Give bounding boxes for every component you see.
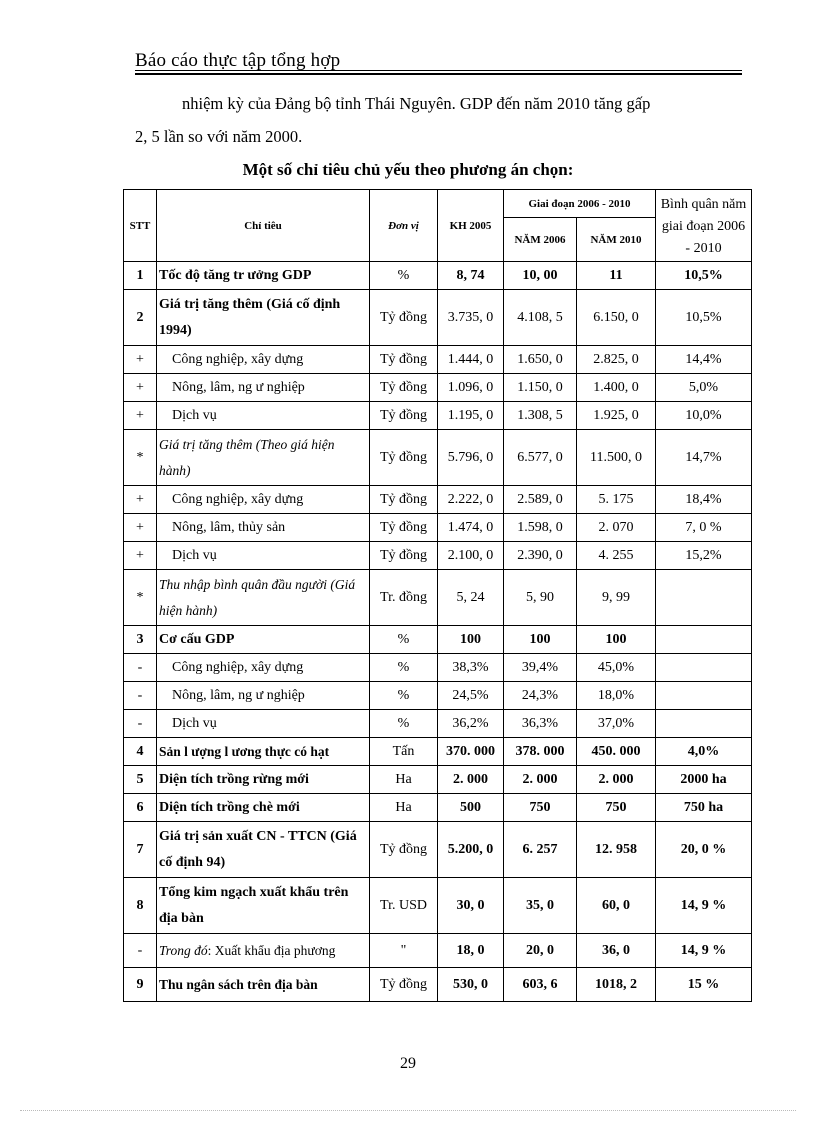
cell-avg [656,654,752,682]
cell-avg: 2000 ha [656,766,752,794]
cell-kh2005: 5.796, 0 [438,430,504,486]
cell-kh2005: 1.195, 0 [438,402,504,430]
table-title: Một số chỉ tiêu chủ yếu theo phương án chọn: [242,160,574,179]
cell-unit: Tr. USD [370,878,438,934]
cell-avg [656,682,752,710]
cell-2006: 1.598, 0 [504,514,577,542]
cell-2010: 11 [577,262,656,290]
cell-2006: 20, 0 [504,934,577,968]
cell-avg [656,626,752,654]
cell-kh2005: 38,3% [438,654,504,682]
cell-2006: 750 [504,794,577,822]
cell-avg: 10,0% [656,402,752,430]
cell-avg: 14,7% [656,430,752,486]
cell-stt: 4 [124,738,157,766]
cell-2006: 1.650, 0 [504,346,577,374]
page-header-title: Báo cáo thực tập tổng hợp [135,50,341,71]
cell-stt: 3 [124,626,157,654]
cell-indicator: Tổng kim ngạch xuất khẩu trên địa bàn [157,878,370,934]
cell-indicator: Diện tích trồng rừng mới [157,766,370,794]
cell-indicator: Công nghiệp, xây dựng [157,486,370,514]
cell-2010: 2. 070 [577,514,656,542]
cell-avg: 14,4% [656,346,752,374]
cell-indicator: Giá trị tăng thêm (Giá cố định 1994) [157,290,370,346]
cell-indicator: Nông, lâm, thủy sản [157,514,370,542]
cell-avg: 750 ha [656,794,752,822]
cell-kh2005: 100 [438,626,504,654]
cell-2010: 100 [577,626,656,654]
cell-stt: + [124,486,157,514]
cell-kh2005: 2.100, 0 [438,542,504,570]
cell-indicator: Nông, lâm, ng ư nghiệp [157,374,370,402]
cell-kh2005: 36,2% [438,710,504,738]
cell-kh2005: 530, 0 [438,968,504,1002]
cell-2010: 37,0% [577,710,656,738]
header-indicator: Chỉ tiêu [157,190,370,262]
cell-kh2005: 2.222, 0 [438,486,504,514]
cell-unit: Tỷ đồng [370,968,438,1002]
cell-stt: 2 [124,290,157,346]
cell-2010: 45,0% [577,654,656,682]
cell-kh2005: 24,5% [438,682,504,710]
cell-stt: - [124,654,157,682]
cell-2010: 2.825, 0 [577,346,656,374]
cell-kh2005: 18, 0 [438,934,504,968]
cell-2010: 6.150, 0 [577,290,656,346]
cell-indicator: Giá trị tăng thêm (Theo giá hiện hành) [157,430,370,486]
cell-stt: - [124,934,157,968]
indicators-table [123,189,752,1002]
cell-2010: 60, 0 [577,878,656,934]
cell-2006: 1.308, 5 [504,402,577,430]
cell-kh2005: 3.735, 0 [438,290,504,346]
cell-stt: 5 [124,766,157,794]
cell-2006: 4.108, 5 [504,290,577,346]
cell-avg: 15,2% [656,542,752,570]
cell-unit: Tỷ đồng [370,514,438,542]
cell-unit: Ha [370,794,438,822]
cell-stt: + [124,514,157,542]
cell-2006: 6.577, 0 [504,430,577,486]
cell-stt: + [124,542,157,570]
cell-2010: 450. 000 [577,738,656,766]
cell-indicator: Cơ cấu GDP [157,626,370,654]
cell-2010: 1.400, 0 [577,374,656,402]
header-avg: Bình quân năm giai đoạn 2006 - 2010 [656,190,752,262]
cell-avg: 4,0% [656,738,752,766]
cell-2006: 2. 000 [504,766,577,794]
cell-indicator-text: : Xuất khẩu địa phương [207,942,336,958]
cell-2006: 1.150, 0 [504,374,577,402]
cell-indicator: Tốc độ tăng tr ưởng GDP [157,262,370,290]
cell-stt: * [124,570,157,626]
cell-indicator: Nông, lâm, ng ư nghiệp [157,682,370,710]
cell-kh2005: 8, 74 [438,262,504,290]
cell-unit: % [370,262,438,290]
cell-indicator: Công nghiệp, xây dựng [157,346,370,374]
cell-2010: 1.925, 0 [577,402,656,430]
cell-unit: Tỷ đồng [370,374,438,402]
cell-unit: % [370,710,438,738]
cell-unit: Tỷ đồng [370,290,438,346]
cell-kh2005: 1.096, 0 [438,374,504,402]
cell-unit: Tỷ đồng [370,542,438,570]
cell-kh2005: 5.200, 0 [438,822,504,878]
cell-2006: 39,4% [504,654,577,682]
cell-2006: 100 [504,626,577,654]
cell-kh2005: 1.444, 0 [438,346,504,374]
cell-2006: 35, 0 [504,878,577,934]
cell-indicator: Giá trị sản xuất CN - TTCN (Giá cố định 94) [157,822,370,878]
header-rule-thick [135,73,742,75]
header-rule-thin [135,70,742,71]
cell-unit: Tỷ đồng [370,486,438,514]
cell-unit: Ha [370,766,438,794]
cell-kh2005: 370. 000 [438,738,504,766]
cell-unit: " [370,934,438,968]
cell-2010: 11.500, 0 [577,430,656,486]
cell-2010: 5. 175 [577,486,656,514]
cell-2006: 378. 000 [504,738,577,766]
cell-avg: 7, 0 % [656,514,752,542]
cell-indicator: Dịch vụ [157,710,370,738]
cell-avg [656,710,752,738]
cell-2006: 5, 90 [504,570,577,626]
cell-unit: % [370,626,438,654]
cell-2006: 2.589, 0 [504,486,577,514]
cell-2010: 18,0% [577,682,656,710]
cell-2006: 2.390, 0 [504,542,577,570]
page-footer-divider [20,1110,796,1111]
intro-line-1: nhiệm kỳ của Đảng bộ tỉnh Thái Nguyên. GDP đến năm 2010 tăng gấp [182,94,651,113]
page-number: 29 [400,1055,416,1072]
cell-kh2005: 5, 24 [438,570,504,626]
cell-kh2005: 2. 000 [438,766,504,794]
header-2010: NĂM 2010 [577,218,656,262]
cell-2006: 603, 6 [504,968,577,1002]
header-stt: STT [124,190,157,262]
cell-avg: 18,4% [656,486,752,514]
cell-indicator: Dịch vụ [157,402,370,430]
header-2006: NĂM 2006 [504,218,577,262]
intro-line-2: 2, 5 lần so với năm 2000. [135,127,303,146]
cell-avg: 5,0% [656,374,752,402]
cell-unit: % [370,682,438,710]
cell-avg: 10,5% [656,290,752,346]
cell-indicator: Diện tích trồng chè mới [157,794,370,822]
cell-unit: % [370,654,438,682]
cell-kh2005: 1.474, 0 [438,514,504,542]
cell-2010: 2. 000 [577,766,656,794]
cell-2010: 12. 958 [577,822,656,878]
cell-kh2005: 30, 0 [438,878,504,934]
header-period: Giai đoạn 2006 - 2010 [504,190,656,218]
header-unit: Đơn vị [370,190,438,262]
cell-stt: - [124,710,157,738]
cell-stt: 1 [124,262,157,290]
cell-unit: Tỷ đồng [370,822,438,878]
cell-avg: 14, 9 % [656,878,752,934]
cell-stt: + [124,346,157,374]
cell-avg: 20, 0 % [656,822,752,878]
cell-2010: 750 [577,794,656,822]
cell-indicator [157,934,370,968]
cell-stt: 7 [124,822,157,878]
cell-2006: 10, 00 [504,262,577,290]
cell-avg [656,570,752,626]
cell-avg: 15 % [656,968,752,1002]
cell-unit: Tỷ đồng [370,430,438,486]
cell-unit: Tr. đồng [370,570,438,626]
cell-2006: 36,3% [504,710,577,738]
cell-stt: 6 [124,794,157,822]
cell-stt: + [124,374,157,402]
cell-stt: - [124,682,157,710]
cell-indicator: Thu ngân sách trên địa bàn [157,968,370,1002]
cell-indicator: Sản l ượng l ương thực có hạt [157,738,370,766]
cell-unit: Tấn [370,738,438,766]
cell-stt: * [124,430,157,486]
cell-avg: 14, 9 % [656,934,752,968]
cell-unit: Tỷ đồng [370,346,438,374]
cell-avg: 10,5% [656,262,752,290]
cell-unit: Tỷ đồng [370,402,438,430]
cell-2010: 4. 255 [577,542,656,570]
cell-indicator-emphasis: Trong đó [159,942,208,958]
cell-indicator: Dịch vụ [157,542,370,570]
cell-2006: 6. 257 [504,822,577,878]
cell-stt: 8 [124,878,157,934]
cell-indicator: Thu nhập bình quân đầu người (Giá hiện hành) [157,570,370,626]
cell-2010: 36, 0 [577,934,656,968]
cell-kh2005: 500 [438,794,504,822]
header-kh2005: KH 2005 [438,190,504,262]
cell-indicator: Công nghiệp, xây dựng [157,654,370,682]
cell-stt: 9 [124,968,157,1002]
cell-2010: 1018, 2 [577,968,656,1002]
cell-2006: 24,3% [504,682,577,710]
cell-2010: 9, 99 [577,570,656,626]
cell-stt: + [124,402,157,430]
